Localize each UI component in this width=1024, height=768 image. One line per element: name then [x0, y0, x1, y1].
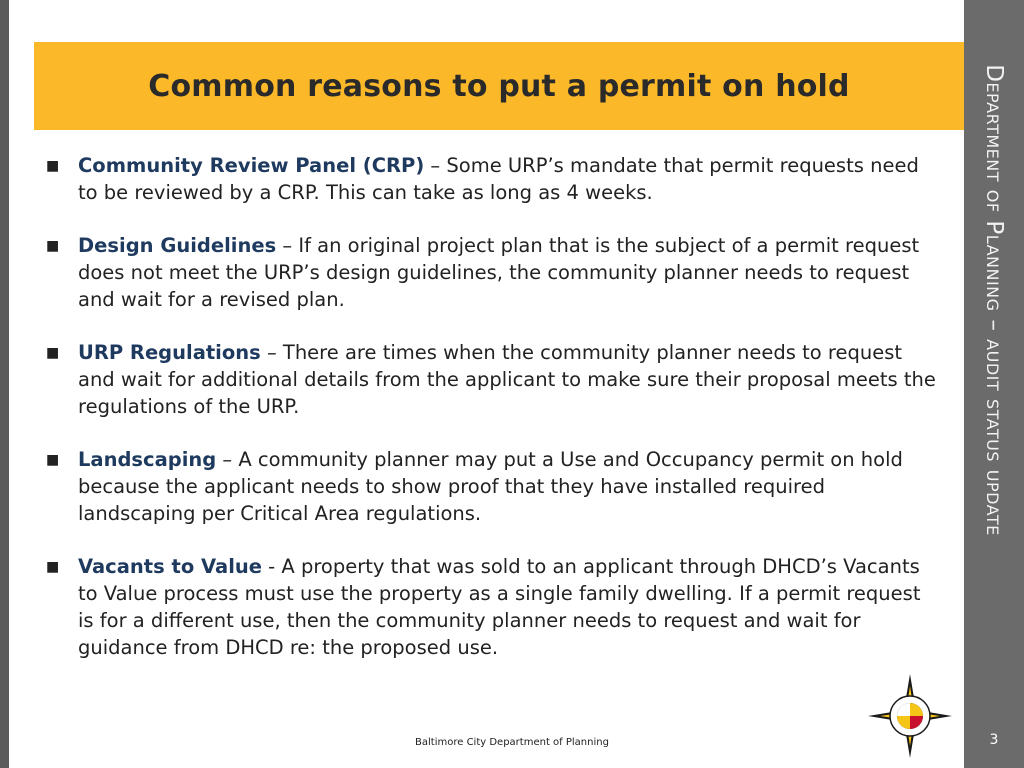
sidebar-title-subtitle: audit status update — [981, 339, 1007, 536]
bullet-term: URP Regulations — [78, 341, 261, 364]
bullet-separator: – — [260, 341, 283, 364]
sidebar-title — [981, 64, 1007, 536]
square-bullet-icon: ■ — [46, 345, 60, 361]
bullet-term: Design Guidelines — [78, 234, 277, 257]
title-band — [34, 42, 964, 130]
left-border — [0, 0, 9, 768]
bullet-description: Some URP’s mandate that permit requests need to be reviewed by a CRP. This can take as long as 4 weeks. — [78, 154, 919, 204]
bullet-list — [46, 152, 936, 687]
bullet-item — [46, 232, 936, 313]
bullet-separator: – — [216, 448, 239, 471]
page-number: 3 — [989, 732, 999, 748]
square-bullet-icon: ■ — [46, 158, 60, 174]
bullet-item — [46, 553, 936, 661]
bullet-description: A property that was sold to an applicant through DHCD’s Vacants to Value process must use the property as a single family dwelling. If a permit request is for a different use, then the community planner needs to request and wait for guidance from DHCD re: the proposed use. — [78, 555, 921, 659]
bullet-description: There are times when the community planner needs to request and wait for additional details from the applicant to make sure their proposal meets the regulations of the URP. — [78, 341, 936, 418]
bullet-separator: – — [276, 234, 299, 257]
bullet-item — [46, 339, 936, 420]
bullet-separator: - — [261, 555, 282, 578]
bullet-term: Community Review Panel (CRP) — [78, 154, 425, 177]
bullet-term: Vacants to Value — [78, 555, 262, 578]
sidebar-title-department: Department of Planning — [981, 64, 1007, 312]
footer-text: Baltimore City Department of Planning — [415, 737, 609, 748]
square-bullet-icon: ■ — [46, 452, 60, 468]
slide-title: Common reasons to put a permit on hold — [148, 68, 850, 104]
bullet-item — [46, 446, 936, 527]
bullet-description: If an original project plan that is the subject of a permit request does not meet the URP’s design guidelines, the community planner needs to request and wait for a revised plan. — [78, 234, 920, 311]
bullet-term: Landscaping — [78, 448, 217, 471]
sidebar-title-separator: – — [981, 311, 1007, 340]
square-bullet-icon: ■ — [46, 559, 60, 575]
bullet-separator: – — [424, 154, 447, 177]
square-bullet-icon: ■ — [46, 238, 60, 254]
bullet-item — [46, 152, 936, 206]
bullet-description: A community planner may put a Use and Occupancy permit on hold because the applicant needs to show proof that they have installed required landscaping per Critical Area regulations. — [78, 448, 903, 525]
